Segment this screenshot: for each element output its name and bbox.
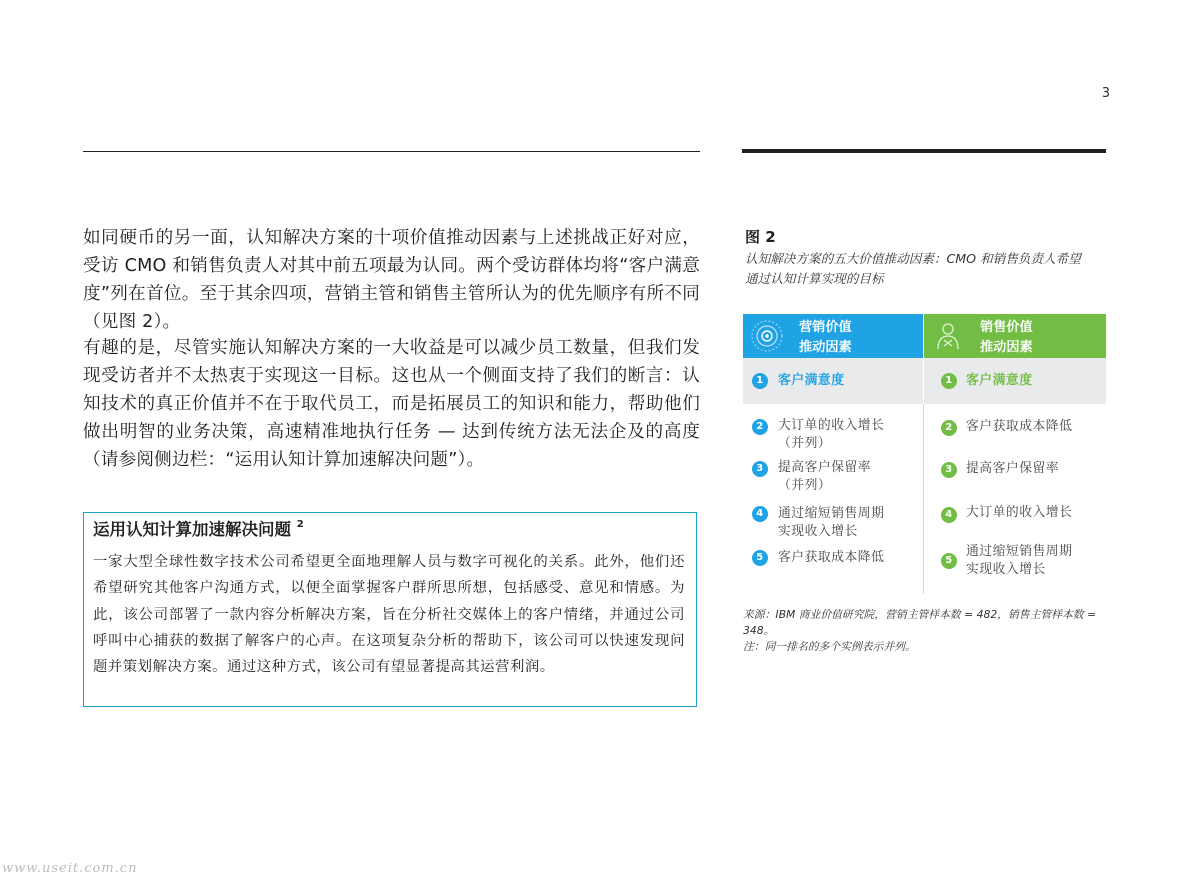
page-number: 3: [1101, 86, 1110, 101]
item-label: 提高客户保留率: [778, 460, 872, 475]
sales-item-3: [941, 460, 1106, 480]
item-label-line2: （并列）: [778, 478, 832, 493]
rank-badge: 3: [941, 462, 957, 478]
sales-item-1: [941, 372, 1106, 392]
item-label-line2: 实现收入增长: [966, 562, 1046, 577]
item-label: 客户获取成本降低: [966, 419, 1073, 434]
rank-badge: 3: [752, 461, 768, 477]
item-label: 提高客户保留率: [966, 461, 1060, 476]
marketing-item-1: [752, 372, 922, 392]
item-label-line2: 实现收入增长: [778, 524, 858, 539]
item-label: 大订单的收入增长: [778, 418, 885, 433]
marketing-item-3: [752, 459, 922, 495]
watermark: www.useit.com.cn: [2, 861, 138, 876]
item-label: 客户满意度: [966, 373, 1033, 388]
sales-item-4: [941, 504, 1106, 524]
item-label: 大订单的收入增长: [966, 505, 1073, 520]
note-line: 注：同一排名的多个实例表示并列。: [743, 640, 916, 653]
marketing-header-line1: 营销价值: [799, 320, 852, 335]
marketing-radar-icon: [749, 318, 785, 354]
sidebar-box: [83, 512, 697, 707]
column-divider: [923, 404, 924, 594]
body-paragraph-1: 如同硬币的另一面，认知解决方案的十项价值推动因素与上述挑战正好对应，受访 CMO 和销售负责人对其中前五项最为认同。两个受访群体均将“客户满意度”列在首位。至于其余四项，营销主管和销售主管所认为的优先顺序有所不同（见图 2）。: [83, 228, 700, 332]
right-column-rule: [742, 149, 1106, 153]
sales-column-header: [924, 314, 1106, 358]
sales-item-2: [941, 418, 1106, 438]
marketing-item-4: [752, 505, 922, 541]
marketing-column-header: [743, 314, 923, 358]
sidebar-body: 一家大型全球性数字技术公司希望更全面地理解人员与数字可视化的关系。此外，他们还希望研究其他客户沟通方式，以便全面掌握客户群所思所想，包括感受、意见和情感。为此，该公司部署了一款内容分析解决方案，旨在分析社交媒体上的客户情绪，并通过公司呼叫中心捕获的数据了解客户的心声。在这项复杂分析的帮助下，该公司可以快速发现问题并策划解决方案。通过这种方式，该公司有望显著提高其运营利润。: [93, 554, 685, 676]
rank1-divider: [923, 358, 924, 404]
item-label: 客户满意度: [778, 373, 845, 388]
rank-badge: 1: [752, 373, 768, 389]
figure-caption: 认知解决方案的五大价值推动因素：CMO 和销售负责人希望通过认知计算实现的目标: [745, 251, 1081, 286]
marketing-item-5: [752, 549, 922, 569]
marketing-header-line2: 推动因素: [799, 340, 852, 355]
rank-badge: 2: [941, 420, 957, 436]
left-column-rule: [83, 151, 700, 152]
figure-label: 图 2: [745, 228, 776, 246]
rank-badge: 2: [752, 419, 768, 435]
sales-item-5: [941, 543, 1106, 579]
sales-person-icon: [930, 318, 966, 354]
rank-badge: 1: [941, 373, 957, 389]
rank-badge: 4: [752, 506, 768, 522]
item-label: 客户获取成本降低: [778, 550, 885, 565]
marketing-item-2: [752, 417, 922, 453]
rank-badge: 5: [941, 553, 957, 569]
source-line: 来源：IBM 商业价值研究院，营销主管样本数 = 482，销售主管样本数 = 348。: [743, 608, 1097, 637]
sales-header-line2: 推动因素: [980, 340, 1033, 355]
figure-source-note: [743, 607, 1103, 655]
rank-badge: 5: [752, 550, 768, 566]
item-label: 通过缩短销售周期: [778, 506, 885, 521]
item-label-line2: （并列）: [778, 436, 832, 451]
body-paragraph-2: 有趣的是，尽管实施认知解决方案的一大收益是可以减少员工数量，但我们发现受访者并不太热衷于实现这一目标。这也从一个侧面支持了我们的断言：认知技术的真正价值并不在于取代员工，而是拓展员工的知识和能力，帮助他们做出明智的业务决策，高速精准地执行任务 — 达到传统方法无法企及的高度（请参阅侧边栏：“运用认知计算加速解决问题”）。: [83, 338, 700, 470]
sidebar-footnote-ref: 2: [296, 518, 304, 530]
item-label: 通过缩短销售周期: [966, 544, 1073, 559]
sidebar-title: [93, 516, 304, 540]
rank-badge: 4: [941, 507, 957, 523]
sales-header-line1: 销售价值: [980, 320, 1033, 335]
sidebar-title-text: 运用认知计算加速解决问题: [93, 520, 291, 539]
